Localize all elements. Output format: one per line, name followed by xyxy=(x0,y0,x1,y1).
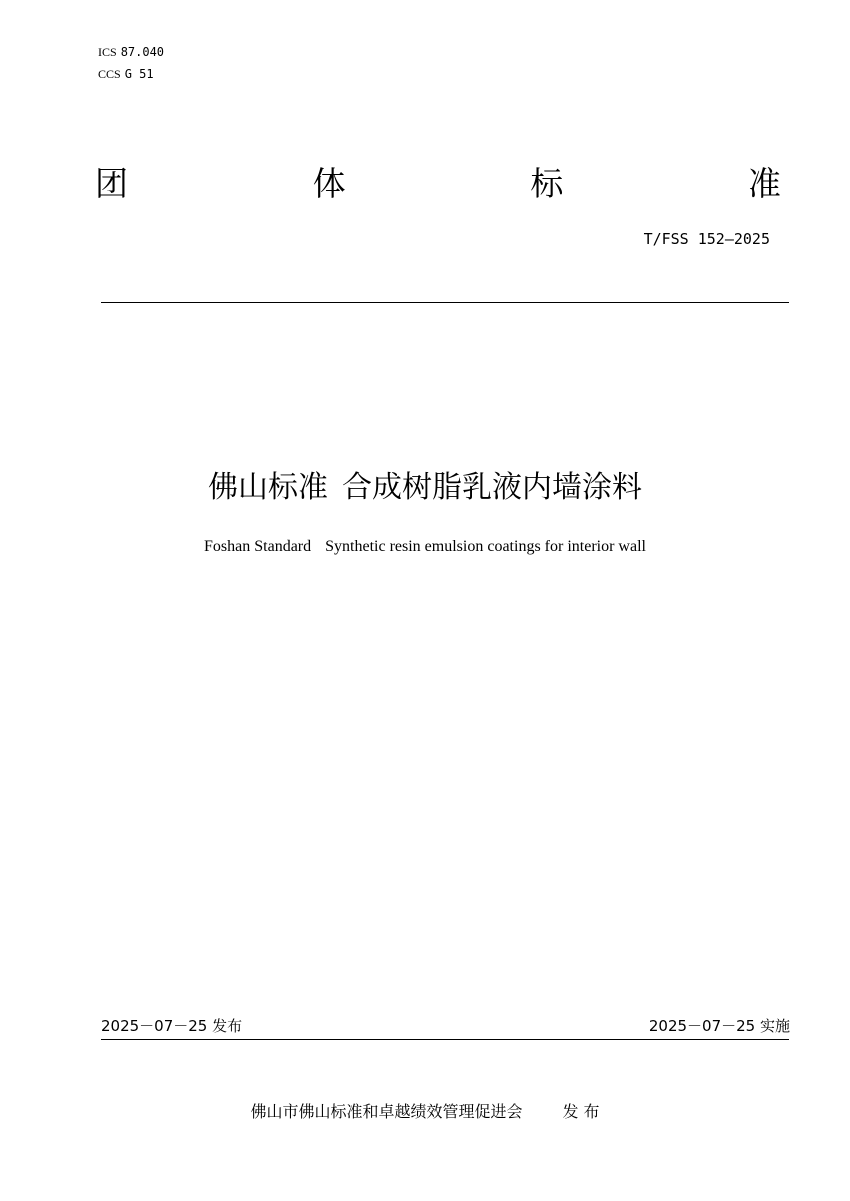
top-divider xyxy=(101,302,789,303)
issue-date: 2025－07－25 发布 xyxy=(101,1017,243,1035)
standard-type-char: 准 xyxy=(747,164,781,203)
ccs-label: CCS xyxy=(98,67,121,81)
bottom-divider xyxy=(101,1039,789,1040)
standard-type-char: 标 xyxy=(530,164,564,203)
implementation-date: 2025－07－25 实施 xyxy=(648,1017,790,1035)
english-title-part2: Synthetic resin emulsion coatings for interior wall xyxy=(325,538,646,555)
ics-value: 87.040 xyxy=(120,45,165,59)
ccs-value: G 51 xyxy=(124,67,154,81)
chinese-title-part1: 佛山标准 xyxy=(208,470,328,505)
english-title xyxy=(0,538,850,556)
chinese-title xyxy=(0,466,850,510)
standard-type-char: 体 xyxy=(312,164,346,203)
standard-number: T/FSS 152—2025 xyxy=(643,230,770,248)
english-title-part1: Foshan Standard xyxy=(204,538,312,555)
ccs-line xyxy=(98,63,164,85)
publisher-action: 发 布 xyxy=(562,1102,600,1121)
publisher-line xyxy=(0,1099,850,1122)
classification-codes xyxy=(98,41,164,85)
standard-type-char: 团 xyxy=(95,164,128,203)
ics-label: ICS xyxy=(98,45,117,59)
ics-line xyxy=(98,41,164,63)
publisher-name: 佛山市佛山标准和卓越绩效管理促进会 xyxy=(250,1102,523,1121)
chinese-title-part2: 合成树脂乳液内墙涂料 xyxy=(342,470,642,505)
standard-type-heading xyxy=(95,162,781,206)
